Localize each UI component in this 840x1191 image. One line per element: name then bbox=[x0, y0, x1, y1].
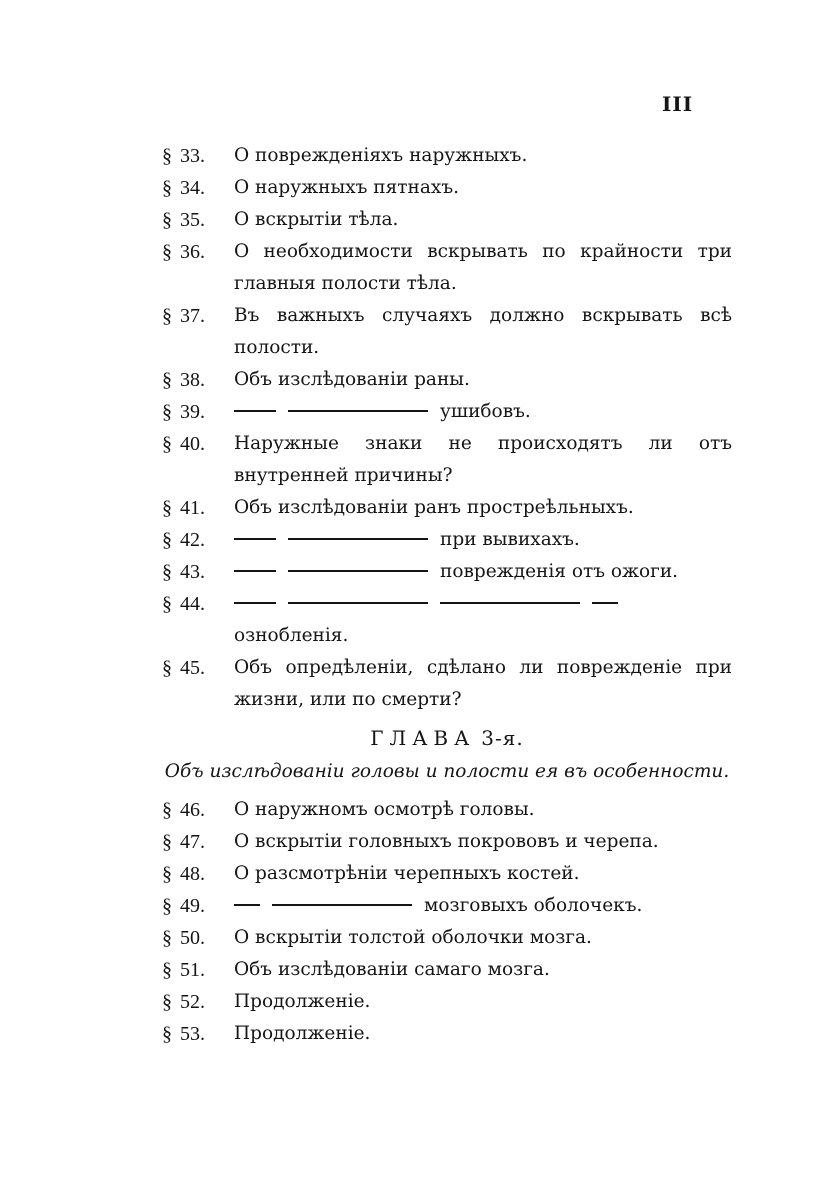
section-sign: § bbox=[162, 177, 172, 199]
entry-title: Въ важныхъ случаяхъ должно вскрывать всѣ полости. bbox=[234, 305, 732, 358]
entry-title: Продолженіе. bbox=[234, 991, 371, 1012]
toc-entry bbox=[162, 300, 732, 364]
ditto-dash bbox=[234, 538, 276, 540]
ditto-dash bbox=[234, 570, 276, 572]
toc-entry bbox=[162, 1018, 732, 1050]
ditto-dash bbox=[592, 602, 618, 604]
section-sign: § bbox=[162, 1023, 172, 1045]
toc-entry bbox=[162, 140, 732, 172]
section-sign: § bbox=[162, 561, 172, 583]
section-number bbox=[162, 826, 234, 858]
section-sign: § bbox=[162, 895, 172, 917]
entry-number: 37. bbox=[180, 305, 205, 327]
entry-title: О вскрытіи толстой оболочки мозга. bbox=[234, 927, 592, 948]
section-sign: § bbox=[162, 863, 172, 885]
section-sign: § bbox=[162, 433, 172, 455]
entry-title: Объ изслѣдованіи раны. bbox=[234, 369, 470, 390]
toc-entry bbox=[162, 364, 732, 396]
toc-entry bbox=[162, 652, 732, 716]
section-sign: § bbox=[162, 831, 172, 853]
section-number bbox=[162, 858, 234, 890]
section-sign: § bbox=[162, 799, 172, 821]
ditto-dash bbox=[234, 602, 276, 604]
entry-line bbox=[234, 556, 732, 588]
entry-number: 35. bbox=[180, 209, 205, 231]
toc-entry bbox=[162, 492, 732, 524]
entry-number: 45. bbox=[180, 657, 205, 679]
entry-number: 53. bbox=[180, 1023, 205, 1045]
toc-entry bbox=[162, 236, 732, 300]
entry-title: Наружные знаки не происходятъ ли отъ внутренней причины? bbox=[234, 433, 732, 486]
entry-number: 33. bbox=[180, 145, 205, 167]
toc-entry bbox=[162, 588, 732, 652]
section-number bbox=[162, 986, 234, 1018]
entry-number: 42. bbox=[180, 529, 205, 551]
toc-entry bbox=[162, 524, 732, 556]
entry-title: поврежденія отъ ожоги. bbox=[440, 561, 679, 582]
toc-entry bbox=[162, 826, 732, 858]
section-sign: § bbox=[162, 241, 172, 263]
section-number bbox=[162, 172, 234, 204]
section-sign: § bbox=[162, 657, 172, 679]
entry-title: О повреждeніяхъ наружныхъ. bbox=[234, 145, 528, 166]
entry-number: 48. bbox=[180, 863, 205, 885]
section-number bbox=[162, 524, 234, 556]
entry-title: О вскрытіи головныхъ покрововъ и черепа. bbox=[234, 831, 659, 852]
entry-title: мозговыхъ оболочекъ. bbox=[424, 895, 643, 916]
toc-entry bbox=[162, 428, 732, 492]
entry-line bbox=[234, 588, 732, 652]
ditto-dash bbox=[440, 602, 580, 604]
section-number bbox=[162, 794, 234, 826]
chapter-label: ГЛАВА bbox=[370, 726, 476, 750]
ditto-dash bbox=[288, 538, 428, 540]
section-number bbox=[162, 300, 234, 332]
entry-number: 39. bbox=[180, 401, 205, 423]
section-sign: § bbox=[162, 991, 172, 1013]
section-number bbox=[162, 236, 234, 268]
section-sign: § bbox=[162, 401, 172, 423]
section-number bbox=[162, 588, 234, 620]
section-number bbox=[162, 1018, 234, 1050]
entry-title: ушибовъ. bbox=[440, 401, 531, 422]
section-number bbox=[162, 556, 234, 588]
entry-line bbox=[234, 524, 732, 556]
entry-title: О разсмотрѣніи черепныхъ костей. bbox=[234, 863, 580, 884]
entry-title: Объ изслѣдованіи самаго мозга. bbox=[234, 959, 550, 980]
entry-number: 46. bbox=[180, 799, 205, 821]
entry-title: О необходимости вскрывать по крайности три главныя полости тѣла. bbox=[234, 241, 732, 294]
section-sign: § bbox=[162, 497, 172, 519]
section-number bbox=[162, 364, 234, 396]
chapter-subtitle: Объ изслѣдованіи головы и полости ея въ особенности. bbox=[164, 761, 730, 782]
ditto-dash bbox=[288, 410, 428, 412]
entry-title: Продолженіе. bbox=[234, 1023, 371, 1044]
entry-title: Объ опредѣленіи, сдѣлано ли повреждeніе при жизни, или по смерти? bbox=[234, 657, 732, 710]
entry-number: 50. bbox=[180, 927, 205, 949]
entry-number: 40. bbox=[180, 433, 205, 455]
toc-entry bbox=[162, 922, 732, 954]
section-sign: § bbox=[162, 959, 172, 981]
entry-number: 36. bbox=[180, 241, 205, 263]
entry-line bbox=[234, 890, 732, 922]
entry-title: ознобленія. bbox=[234, 625, 349, 646]
section-number bbox=[162, 954, 234, 986]
chapter-number: 3-я. bbox=[481, 726, 524, 750]
entry-number: 49. bbox=[180, 895, 205, 917]
ditto-dash bbox=[272, 904, 412, 906]
chapter-heading bbox=[162, 720, 732, 756]
toc-entry bbox=[162, 794, 732, 826]
entry-number: 38. bbox=[180, 369, 205, 391]
toc-entry bbox=[162, 858, 732, 890]
toc-entry bbox=[162, 954, 732, 986]
section-sign: § bbox=[162, 209, 172, 231]
section-sign: § bbox=[162, 927, 172, 949]
section-number bbox=[162, 140, 234, 172]
entry-title: Объ изслѣдованіи ранъ простреѣльныхъ. bbox=[234, 497, 634, 518]
section-number bbox=[162, 922, 234, 954]
entry-title: О наружныхъ пятнахъ. bbox=[234, 177, 459, 198]
entry-number: 43. bbox=[180, 561, 205, 583]
ditto-dash bbox=[234, 410, 276, 412]
section-number bbox=[162, 652, 234, 684]
ditto-dash bbox=[234, 904, 260, 906]
section-number bbox=[162, 396, 234, 428]
entry-title: О наружномъ осмотрѣ головы. bbox=[234, 799, 535, 820]
section-sign: § bbox=[162, 145, 172, 167]
entry-title: О вскрытіи тѣла. bbox=[234, 209, 399, 230]
toc-entry bbox=[162, 172, 732, 204]
entry-number: 44. bbox=[180, 593, 205, 615]
section-sign: § bbox=[162, 305, 172, 327]
entry-title: при вывихахъ. bbox=[440, 529, 580, 550]
entry-number: 34. bbox=[180, 177, 205, 199]
section-number bbox=[162, 492, 234, 524]
table-of-contents bbox=[162, 140, 732, 1050]
page-number: III bbox=[662, 92, 694, 116]
ditto-dash bbox=[288, 602, 428, 604]
entry-number: 51. bbox=[180, 959, 205, 981]
entry-number: 52. bbox=[180, 991, 205, 1013]
toc-entry bbox=[162, 396, 732, 428]
entry-line bbox=[234, 396, 732, 428]
toc-entry bbox=[162, 556, 732, 588]
ditto-dash bbox=[288, 570, 428, 572]
toc-entry bbox=[162, 986, 732, 1018]
section-number bbox=[162, 204, 234, 236]
section-sign: § bbox=[162, 369, 172, 391]
section-sign: § bbox=[162, 593, 172, 615]
entry-number: 41. bbox=[180, 497, 205, 519]
toc-entry bbox=[162, 204, 732, 236]
section-sign: § bbox=[162, 529, 172, 551]
section-number bbox=[162, 890, 234, 922]
entry-number: 47. bbox=[180, 831, 205, 853]
toc-entry bbox=[162, 890, 732, 922]
section-number bbox=[162, 428, 234, 460]
